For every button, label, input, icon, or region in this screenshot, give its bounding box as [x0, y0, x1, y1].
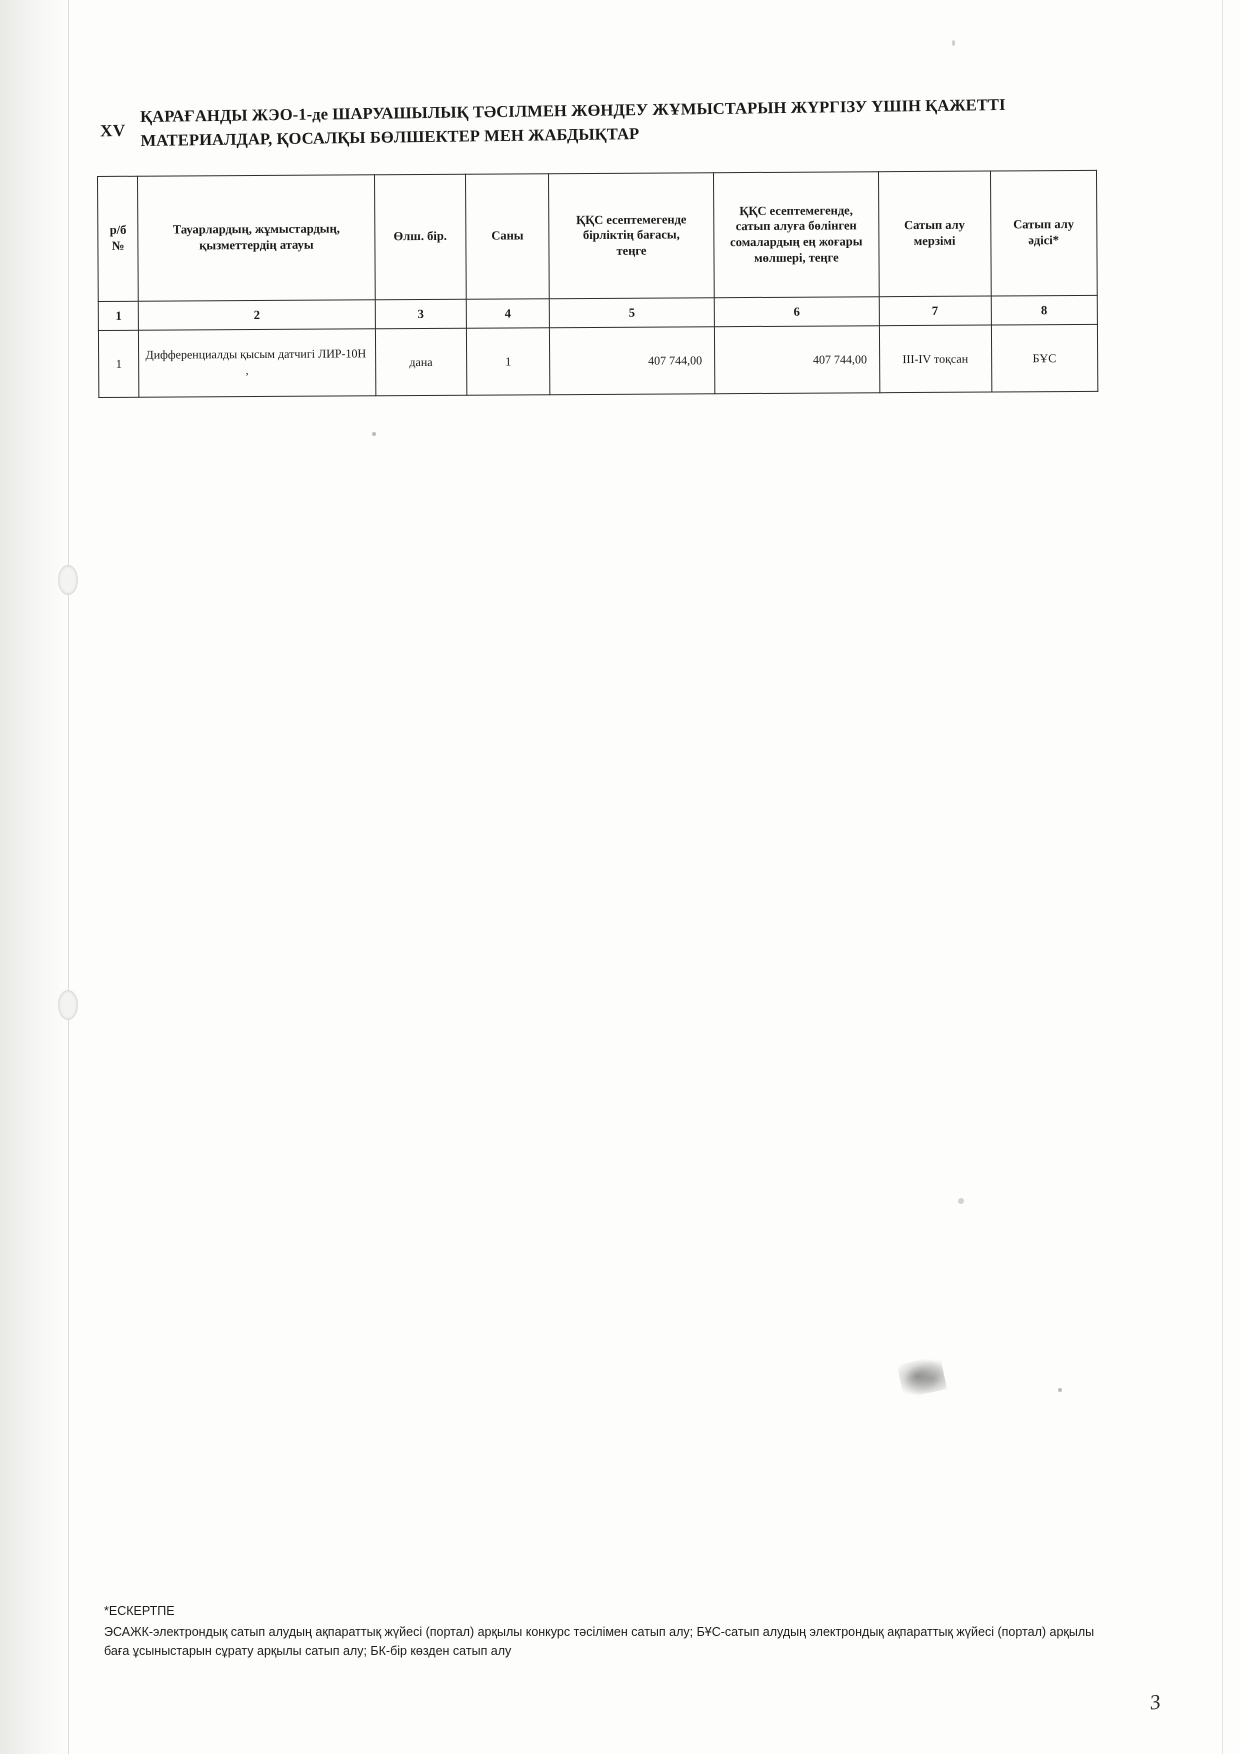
header-line: Сатып алу [904, 218, 965, 233]
document-heading [99, 94, 1100, 153]
scan-speck [952, 40, 955, 46]
page-edge-shadow [0, 0, 68, 1754]
header-line: № [111, 238, 125, 253]
cell-term: III-IV тоқсан [879, 325, 991, 393]
column-header-method [990, 170, 1097, 296]
column-number: 4 [466, 299, 549, 329]
header-line: бірліктің бағасы, [582, 227, 680, 243]
page-fold-line-right [1222, 0, 1223, 1754]
header-line: Тауарлардың, жұмыстардың, [172, 221, 340, 237]
punch-hole-lower [58, 990, 78, 1020]
header-line: ҚҚС есептемегенде, [739, 203, 853, 218]
cell-item-name [139, 329, 376, 397]
header-line: сомалардың ең жоғары [730, 234, 863, 250]
column-number: 1 [98, 301, 139, 330]
page-title: ҚАРАҒАНДЫ ЖЭО-1-де ШАРУАШЫЛЫҚ ТӘСІЛМЕН ЖӨНДЕУ ЖҰМЫСТАРЫН ЖҮРГІЗУ ҮШІН ҚАЖЕТТІ МАТЕРИАЛДАР, ҚОСАЛҚЫ БӨЛШЕКТЕР МЕН ЖАБДЫҚТАР [139, 94, 1006, 150]
page-number: 3 [1147, 1689, 1162, 1715]
column-header-max-sum [713, 172, 879, 298]
column-header-name [138, 175, 375, 301]
header-line: қызметтердің атауы [199, 237, 314, 253]
page-fold-line-left [68, 0, 69, 1754]
header-line: ҚҚС есептемегенде [576, 211, 687, 227]
stray-pen-mark: , [245, 363, 249, 378]
footnote-line-2: жүйесі (портал) арқылы баға ұсыныстарын сұрату арқылы сатып алу; БК-бір көзден сатып алу [104, 1624, 1095, 1658]
header-line: теңге [616, 243, 647, 258]
ink-smudge [897, 1356, 947, 1398]
table-row [98, 324, 1097, 397]
procurement-table [97, 170, 1098, 398]
column-number: 2 [139, 300, 375, 330]
header-line: мөлшері, теңге [754, 250, 839, 265]
column-number: 3 [375, 299, 467, 329]
cell-unit: дана [375, 328, 467, 396]
cell-method: БҰС [991, 324, 1098, 392]
table-header-row [98, 170, 1098, 301]
item-name-text: Дифференциалды қысым датчигі ЛИР-10Н [145, 346, 367, 363]
column-header-index [98, 176, 139, 301]
footnote-title: *ЕСКЕРТПЕ [104, 1604, 175, 1618]
header-line: әдісі* [1028, 233, 1060, 248]
cell-index: 1 [98, 330, 139, 397]
cell-unit-price: 407 744,00 [549, 327, 714, 395]
column-number: 5 [549, 298, 714, 328]
footnote-block [104, 1602, 1114, 1660]
header-line: Өлш. бір. [393, 229, 447, 244]
footnote-line-1: ЭСАЖК-электрондық сатып алудың ақпараттық жүйесі (портал) арқылы конкурс тәсілімен сатып алу; БҰС-сатып алудың электрондық ақпараттық [104, 1624, 953, 1639]
cell-max-sum: 407 744,00 [714, 326, 879, 394]
column-header-unit-price [549, 173, 715, 299]
scan-speck [1058, 1388, 1062, 1392]
header-line: р/б [109, 223, 127, 238]
scan-speck [372, 432, 376, 436]
column-number: 6 [714, 297, 879, 327]
column-number: 7 [879, 296, 991, 326]
column-header-term [878, 171, 990, 297]
header-line: Сатып алу [1013, 217, 1075, 232]
section-number: XV [99, 120, 126, 141]
column-header-unit [374, 174, 466, 300]
header-line: Саны [491, 228, 524, 243]
column-number: 8 [991, 295, 1098, 325]
header-line: сатып алуға бөлінген [735, 218, 857, 234]
cell-quantity: 1 [467, 328, 550, 396]
punch-hole-upper [58, 565, 78, 595]
header-line: мерзімі [913, 233, 956, 249]
scan-speck [958, 1198, 964, 1204]
column-header-quantity [466, 174, 550, 300]
